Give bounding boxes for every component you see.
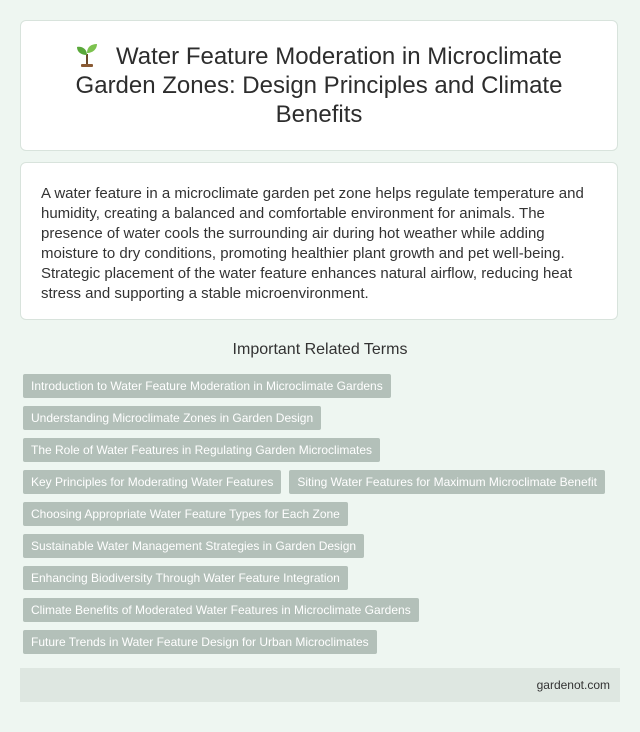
summary-card <box>20 162 618 320</box>
related-term-link[interactable]: Introduction to Water Feature Moderation in Microclimate Gardens <box>23 374 391 398</box>
related-terms-heading: Important Related Terms <box>232 341 408 358</box>
related-term-link[interactable]: Enhancing Biodiversity Through Water Feature Integration <box>23 566 348 590</box>
page-title <box>51 42 587 129</box>
related-terms-list <box>23 374 623 662</box>
footer <box>20 668 620 702</box>
related-term-link[interactable]: Choosing Appropriate Water Feature Types for Each Zone <box>23 502 348 526</box>
related-term-link[interactable]: The Role of Water Features in Regulating Garden Microclimates <box>23 438 380 462</box>
related-term-link[interactable]: Climate Benefits of Moderated Water Features in Microclimate Gardens <box>23 598 419 622</box>
summary-text: A water feature in a microclimate garden pet zone helps regulate temperature and humidity, creating a balanced and comfortable environment for animals. The presence of water cools the surrounding air during hot weather while adding moisture to dry conditions, promoting healthier plant growth and pet well-being. Strategic placement of the water feature enhances natural airflow, reducing heat stress and supporting a stable microenvironment. <box>41 185 584 302</box>
footer-site-link[interactable]: gardenot.com <box>536 678 610 692</box>
related-term-link[interactable]: Key Principles for Moderating Water Features <box>23 470 281 494</box>
title-card <box>20 20 618 151</box>
related-term-link[interactable]: Future Trends in Water Feature Design for Urban Microclimates <box>23 630 377 654</box>
page-title-text: Water Feature Moderation in Microclimate Garden Zones: Design Principles and Climate Benefits <box>75 43 563 128</box>
related-term-link[interactable]: Sustainable Water Management Strategies in Garden Design <box>23 534 364 558</box>
related-term-link[interactable]: Understanding Microclimate Zones in Garden Design <box>23 406 321 430</box>
related-term-link[interactable]: Siting Water Features for Maximum Microclimate Benefit <box>289 470 605 494</box>
seedling-icon <box>76 43 98 67</box>
